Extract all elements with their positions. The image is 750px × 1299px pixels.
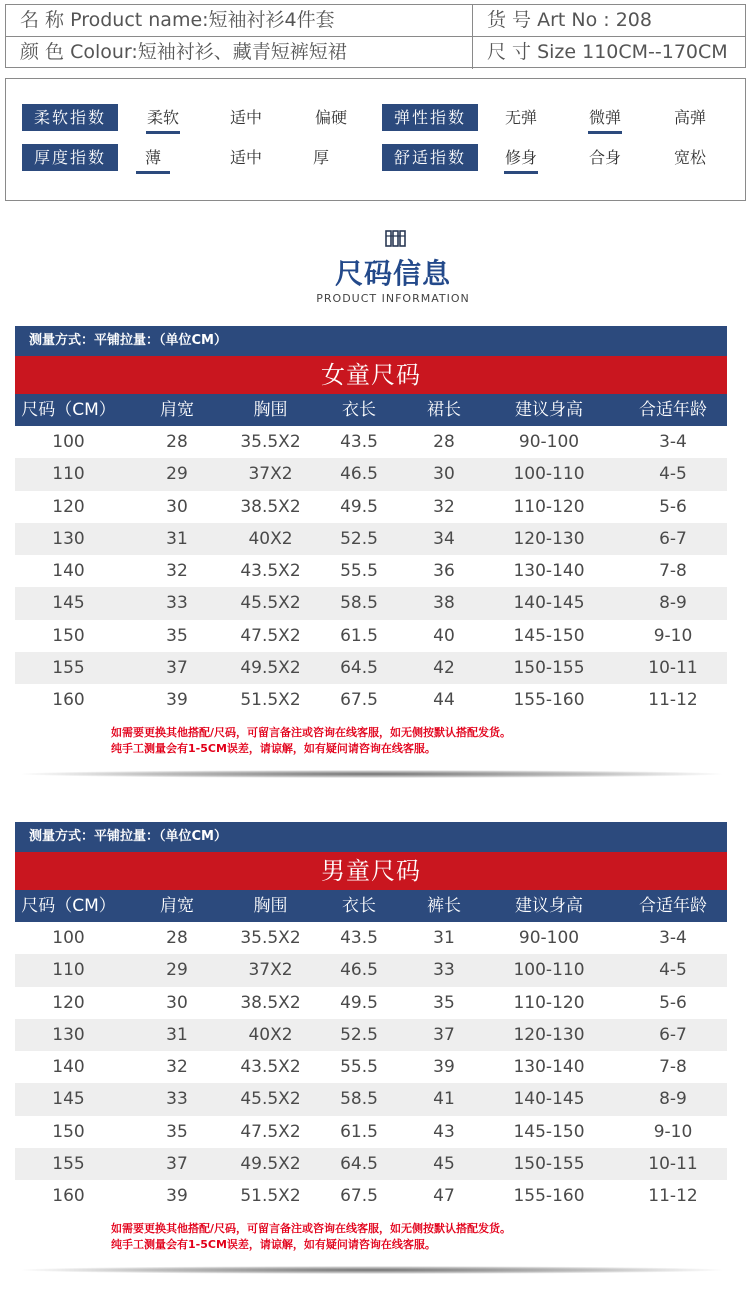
measure-method: 测量方式：平铺拉量：（单位CM） (15, 326, 727, 356)
cell-bottom-length: 33 (433, 960, 455, 981)
cell-size: 155 (52, 658, 85, 679)
header-chest: 胸围 (253, 896, 288, 916)
cell-bottom-length: 28 (433, 432, 455, 452)
boys-size-block (15, 822, 727, 1253)
thickness-option: 厚 (312, 148, 329, 167)
cell-shoulder: 28 (166, 432, 188, 452)
header-length: 衣长 (342, 896, 376, 916)
cell-bottom-length: 45 (433, 1154, 455, 1175)
elasticity-index-label: 弹性指数 (382, 104, 478, 131)
cell-age: 4-5 (659, 960, 687, 981)
table-header (15, 394, 727, 426)
comfort-index-label: 舒适指数 (382, 144, 478, 171)
cell-age: 11-12 (648, 1186, 698, 1207)
elasticity-option: 微弹 (575, 104, 635, 131)
cell-length: 52.5 (340, 528, 378, 549)
measure-method: 测量方式：平铺拉量：（单位CM） (15, 822, 727, 852)
header-age: 合适年龄 (639, 400, 707, 420)
thickness-option: 适中 (229, 148, 262, 167)
table-row (15, 555, 727, 587)
size-notes (15, 717, 727, 757)
cell-shoulder: 30 (166, 992, 188, 1013)
table-row (15, 684, 727, 716)
cell-chest: 35.5X2 (240, 928, 301, 948)
cell-bottom-length: 31 (433, 928, 455, 948)
elasticity-option: 高弹 (673, 108, 706, 127)
cell-age: 5-6 (659, 992, 687, 1013)
cell-height: 90-100 (518, 432, 580, 452)
cell-height: 90-100 (518, 928, 580, 948)
cell-shoulder: 39 (166, 690, 188, 711)
thickness-option: 薄 (123, 144, 183, 171)
cell-age: 6-7 (659, 1024, 687, 1045)
softness-option: 偏硬 (314, 108, 347, 127)
cell-age: 3-4 (659, 432, 687, 452)
table-row (15, 1116, 727, 1148)
table-row (15, 987, 727, 1019)
cell-height: 145-150 (513, 625, 585, 646)
cell-bottom-length: 39 (433, 1057, 455, 1078)
note-line: 如需要更换其他搭配/尺码，可留言备注或咨询在线客服，如无侧按默认搭配发货。 (111, 725, 512, 739)
softness-option: 柔软 (133, 104, 193, 131)
cell-length: 52.5 (340, 1024, 378, 1045)
header-skirt-length: 裙长 (427, 400, 461, 420)
cell-length: 58.5 (340, 593, 378, 614)
cell-size: 155 (52, 1154, 85, 1175)
girls-size-block (15, 326, 727, 757)
cell-chest: 38.5X2 (240, 992, 301, 1013)
cell-chest: 35.5X2 (240, 432, 301, 452)
cell-length: 43.5 (340, 928, 378, 948)
cell-length: 67.5 (340, 1186, 378, 1207)
cell-height: 155-160 (513, 690, 585, 711)
cell-age: 9-10 (653, 625, 693, 646)
cell-size: 110 (52, 960, 85, 981)
art-number: 货 号 Art No : 208 (487, 9, 652, 31)
girls-table-body (15, 426, 727, 717)
section-subtitle: PRODUCT INFORMATION (316, 292, 470, 305)
cell-height: 120-130 (513, 1024, 585, 1045)
boys-table-body (15, 922, 727, 1213)
product-info-table (5, 4, 746, 68)
softness-index-label: 柔软指数 (22, 104, 118, 131)
table-row (15, 1148, 727, 1180)
boys-size-title: 男童尺码 (15, 852, 727, 890)
cell-bottom-length: 34 (433, 528, 455, 549)
table-row (15, 426, 727, 458)
cell-bottom-length: 47 (433, 1186, 455, 1207)
cell-bottom-length: 44 (433, 690, 455, 711)
cell-age: 8-9 (659, 593, 687, 614)
cell-size: 110 (52, 464, 85, 485)
cell-chest: 45.5X2 (240, 1089, 301, 1110)
cell-age: 7-8 (659, 561, 687, 582)
cell-bottom-length: 43 (433, 1121, 455, 1142)
header-pants-length: 裤长 (427, 896, 461, 916)
cell-shoulder: 32 (166, 561, 188, 582)
cell-age: 6-7 (659, 528, 687, 549)
header-shoulder: 肩宽 (160, 400, 194, 420)
table-row (15, 1083, 727, 1115)
cell-size: 145 (52, 593, 85, 614)
cell-height: 130-140 (513, 1057, 585, 1078)
header-height: 建议身高 (515, 896, 583, 916)
table-header (15, 890, 727, 922)
cell-size: 150 (52, 625, 85, 646)
comfort-option: 宽松 (673, 148, 706, 167)
comfort-option: 合身 (588, 148, 621, 167)
softness-option: 适中 (229, 108, 262, 127)
product-info-row (6, 5, 745, 37)
cell-age: 9-10 (653, 1121, 693, 1142)
cell-chest: 40X2 (248, 528, 293, 549)
cell-shoulder: 37 (166, 1154, 188, 1175)
girls-size-title: 女童尺码 (15, 356, 727, 394)
cell-shoulder: 31 (166, 528, 188, 549)
cell-height: 140-145 (513, 593, 585, 614)
size-notes (15, 1213, 727, 1253)
section-title: 尺码信息 (334, 257, 451, 290)
cell-height: 155-160 (513, 1186, 585, 1207)
cell-length: 64.5 (340, 1154, 378, 1175)
table-row (15, 1051, 727, 1083)
cell-height: 110-120 (513, 992, 585, 1013)
cell-shoulder: 39 (166, 1186, 188, 1207)
header-size: 尺码（CM） (21, 400, 116, 420)
cell-chest: 37X2 (248, 464, 293, 485)
cell-length: 61.5 (340, 1121, 378, 1142)
cell-shoulder: 30 (166, 496, 188, 517)
cell-size: 100 (52, 432, 85, 452)
cell-length: 58.5 (340, 1089, 378, 1110)
header-height: 建议身高 (515, 400, 583, 420)
cell-length: 64.5 (340, 658, 378, 679)
cell-height: 100-110 (513, 464, 585, 485)
table-row (15, 523, 727, 555)
cell-height: 120-130 (513, 528, 585, 549)
cell-chest: 37X2 (248, 960, 293, 981)
cell-chest: 51.5X2 (240, 1186, 301, 1207)
cell-chest: 47.5X2 (240, 625, 301, 646)
table-row (15, 922, 727, 954)
cell-chest: 38.5X2 (240, 496, 301, 517)
header-chest: 胸围 (253, 400, 288, 420)
table-row (15, 620, 727, 652)
cell-chest: 51.5X2 (240, 690, 301, 711)
cell-length: 67.5 (340, 690, 378, 711)
cell-shoulder: 31 (166, 1024, 188, 1045)
cell-shoulder: 28 (166, 928, 188, 948)
cell-height: 130-140 (513, 561, 585, 582)
cell-length: 61.5 (340, 625, 378, 646)
cell-size: 120 (52, 496, 85, 517)
cell-length: 46.5 (340, 960, 378, 981)
cell-length: 49.5 (340, 992, 378, 1013)
cell-shoulder: 33 (166, 593, 188, 614)
cell-bottom-length: 35 (433, 992, 455, 1013)
cell-age: 10-11 (648, 658, 698, 679)
header-length: 衣长 (342, 400, 376, 420)
cell-bottom-length: 40 (433, 625, 455, 646)
cell-age: 7-8 (659, 1057, 687, 1078)
cell-age: 10-11 (648, 1154, 698, 1175)
cell-bottom-length: 32 (433, 496, 455, 517)
cell-size: 160 (52, 690, 85, 711)
cell-bottom-length: 42 (433, 658, 455, 679)
cell-length: 55.5 (340, 561, 378, 582)
shadow-divider (22, 770, 722, 778)
product-size-range: 尺 寸 Size 110CM--170CM (487, 41, 728, 63)
cell-size: 140 (52, 1057, 85, 1078)
cell-height: 145-150 (513, 1121, 585, 1142)
table-row (15, 1180, 727, 1212)
cell-size: 160 (52, 1186, 85, 1207)
cell-chest: 49.5X2 (240, 1154, 301, 1175)
note-line: 纯手工测量会有1-5CM误差，请谅解，如有疑问请咨询在线客服。 (111, 1237, 436, 1251)
cell-height: 150-155 (513, 1154, 585, 1175)
cell-shoulder: 37 (166, 658, 188, 679)
table-row (15, 587, 727, 619)
cell-bottom-length: 41 (433, 1089, 455, 1110)
elasticity-option: 无弹 (504, 108, 537, 127)
shadow-divider (22, 1266, 722, 1274)
cell-chest: 43.5X2 (240, 561, 301, 582)
cell-shoulder: 35 (166, 625, 188, 646)
cell-age: 8-9 (659, 1089, 687, 1110)
thickness-index-label: 厚度指数 (22, 144, 118, 171)
note-line: 纯手工测量会有1-5CM误差，请谅解，如有疑问请咨询在线客服。 (111, 741, 436, 755)
cell-length: 49.5 (340, 496, 378, 517)
cell-size: 145 (52, 1089, 85, 1110)
cell-age: 3-4 (659, 928, 687, 948)
cell-chest: 43.5X2 (240, 1057, 301, 1078)
fabric-index-box (5, 78, 746, 201)
table-row (15, 652, 727, 684)
cell-height: 100-110 (513, 960, 585, 981)
table-row (15, 1019, 727, 1051)
product-name: 名 称 Product name:短袖衬衫4件套 (6, 5, 473, 36)
cell-size: 130 (52, 528, 85, 549)
cell-shoulder: 29 (166, 464, 188, 485)
cell-size: 150 (52, 1121, 85, 1142)
cell-size: 130 (52, 1024, 85, 1045)
cell-height: 150-155 (513, 658, 585, 679)
cell-chest: 47.5X2 (240, 1121, 301, 1142)
cell-age: 4-5 (659, 464, 687, 485)
cell-bottom-length: 30 (433, 464, 455, 485)
cell-bottom-length: 36 (433, 561, 455, 582)
table-row (15, 458, 727, 490)
cell-bottom-length: 37 (433, 1024, 455, 1045)
cell-age: 11-12 (648, 690, 698, 711)
cell-length: 43.5 (340, 432, 378, 452)
product-colour: 颜 色 Colour:短袖衬衫、藏青短裤短裙 (6, 37, 473, 69)
cell-age: 5-6 (659, 496, 687, 517)
cell-shoulder: 35 (166, 1121, 188, 1142)
cell-chest: 45.5X2 (240, 593, 301, 614)
cell-height: 110-120 (513, 496, 585, 517)
cell-size: 120 (52, 992, 85, 1013)
cell-shoulder: 32 (166, 1057, 188, 1078)
header-shoulder: 肩宽 (160, 896, 194, 916)
cell-length: 46.5 (340, 464, 378, 485)
cell-chest: 49.5X2 (240, 658, 301, 679)
product-info-row (6, 37, 745, 69)
cell-shoulder: 29 (166, 960, 188, 981)
cell-size: 100 (52, 928, 85, 948)
folders-icon (385, 229, 407, 247)
comfort-option: 修身 (491, 144, 551, 171)
cell-chest: 40X2 (248, 1024, 293, 1045)
cell-shoulder: 33 (166, 1089, 188, 1110)
header-size: 尺码（CM） (21, 896, 116, 916)
note-line: 如需要更换其他搭配/尺码，可留言备注或咨询在线客服，如无侧按默认搭配发货。 (111, 1221, 512, 1235)
cell-size: 140 (52, 561, 85, 582)
table-row (15, 491, 727, 523)
cell-length: 55.5 (340, 1057, 378, 1078)
cell-height: 140-145 (513, 1089, 585, 1110)
table-row (15, 954, 727, 986)
header-age: 合适年龄 (639, 896, 707, 916)
cell-bottom-length: 38 (433, 593, 455, 614)
